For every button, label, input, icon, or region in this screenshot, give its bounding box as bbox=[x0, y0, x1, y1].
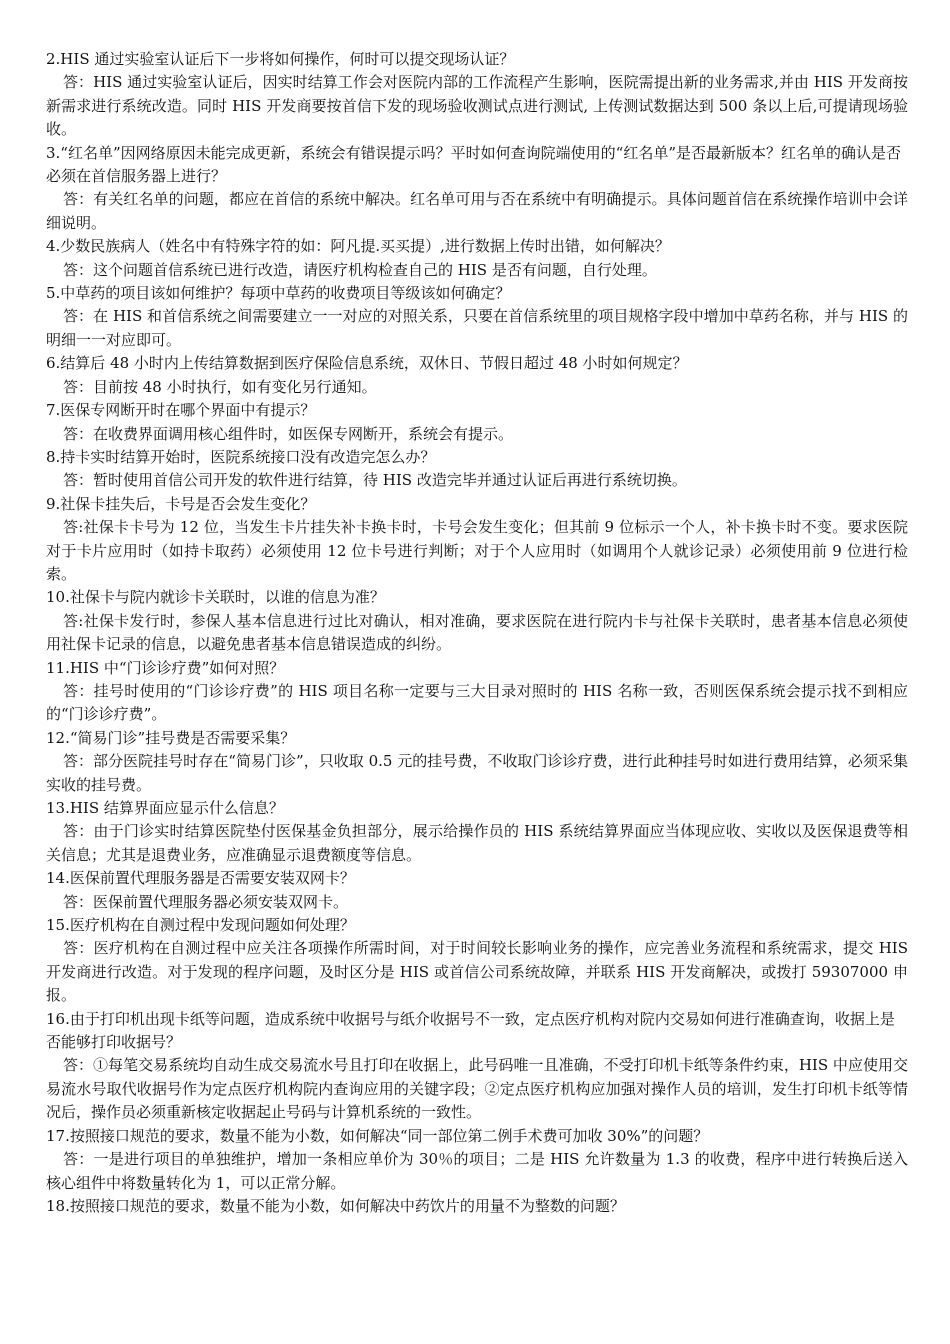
answer-text: 答：医疗机构在自测过程中应关注各项操作所需时间，对于时间较长影响业务的操作，应完善业务流程和系统需求，提交 HIS 开发商进行改造。对于发现的程序问题，及时区分是 HIS 或首信公司系统故障，并联系 HIS 开发商解决，或拨打 59307000 申报。 bbox=[46, 939, 908, 1005]
answer-text: 答：在 HIS 和首信系统之间需要建立一一对应的对照关系，只要在首信系统里的项目规格字段中增加中草药名称，并与 HIS 的明细一一对应即可。 bbox=[46, 307, 908, 349]
qa-item bbox=[46, 1125, 908, 1195]
question-text: 4.少数民族病人（姓名中有特殊字符的如：阿凡提.买买提）,进行数据上传时出错，如何解决？ bbox=[46, 237, 670, 256]
qa-item bbox=[46, 493, 908, 587]
answer-text: 答:社保卡发行时，参保人基本信息进行过比对确认，相对准确，要求医院在进行院内卡与社保卡关联时，患者基本信息必须使用社保卡记录的信息，以避免患者基本信息错误造成的纠纷。 bbox=[46, 611, 908, 654]
answer-text: 答：医保前置代理服务器必须安装双网卡。 bbox=[63, 892, 349, 911]
qa-item bbox=[46, 48, 908, 142]
question-text: 13.HIS 结算界面应显示什么信息？ bbox=[46, 799, 284, 817]
question-text: 8.持卡实时结算开始时，医院系统接口没有改造完怎么办？ bbox=[46, 447, 436, 466]
qa-item bbox=[46, 235, 908, 282]
answer-text: 答：一是进行项目的单独维护，增加一条相应单价为 30％的项目；二是 HIS 允许数量为 1.3 的收费，程序中进行转换后送入核心组件中将数量转化为 1，可以正常分解。 bbox=[46, 1150, 908, 1192]
question-text: 16.由于打印机出现卡纸等问题，造成系统中收据号与纸介收据号不一致，定点医疗机构对院内交易如何进行准确查询，收据上是否能够打印收据号？ bbox=[46, 1009, 895, 1052]
answer-text: 答：目前按 48 小时执行，如有变化另行通知。 bbox=[63, 377, 377, 396]
qa-item bbox=[46, 142, 908, 236]
question-text: 2.HIS 通过实验室认证后下一步将如何操作，何时可以提交现场认证？ bbox=[46, 50, 515, 68]
question-text: 11.HIS 中“门诊诊疗费”如何对照？ bbox=[46, 658, 285, 677]
qa-item bbox=[46, 727, 908, 797]
qa-item bbox=[46, 399, 908, 446]
question-text: 17.按照接口规范的要求，数量不能为小数，如何解决“同一部位第二例手术费可加收 30%”的问题？ bbox=[46, 1126, 709, 1145]
qa-item bbox=[46, 282, 908, 352]
question-text: 7.医保专网断开时在哪个界面中有提示？ bbox=[46, 401, 316, 420]
question-text: 15.医疗机构在自测过程中发现问题如何处理？ bbox=[46, 916, 355, 935]
answer-text: 答：①每笔交易系统均自动生成交易流水号且打印在收据上，此号码唯一且准确，不受打印机卡纸等条件约束，HIS 中应使用交易流水号取代收据号作为定点医疗机构院内查询应用的关键字段；②定点医疗机构应加强对操作人员的培训，发生打印机卡纸等情况后，操作员必须重新核定收据起止号码与计算机系统的一致性。 bbox=[46, 1056, 908, 1122]
answer-text: 答：挂号时使用的“门诊诊疗费”的 HIS 项目名称一定要与三大目录对照时的 HIS 名称一致，否则医保系统会提示找不到相应的“门诊诊疗费”。 bbox=[46, 681, 908, 724]
answer-text: 答：在收费界面调用核心组件时，如医保专网断开，系统会有提示。 bbox=[63, 424, 514, 443]
answer-text: 答：有关红名单的问题，都应在首信的系统中解决。红名单可用与否在系统中有明确提示。具体问题首信在系统操作培训中会详细说明。 bbox=[46, 190, 908, 232]
qa-item bbox=[46, 797, 908, 867]
question-text: 12.“简易门诊”挂号费是否需要采集？ bbox=[46, 728, 296, 747]
question-text: 10.社保卡与院内就诊卡关联时，以谁的信息为准？ bbox=[46, 588, 385, 607]
question-text: 18.按照接口规范的要求，数量不能为小数，如何解决中药饮片的用量不为整数的问题？ bbox=[46, 1196, 625, 1215]
qa-item bbox=[46, 1195, 908, 1218]
qa-item bbox=[46, 657, 908, 727]
question-text: 6.结算后 48 小时内上传结算数据到医疗保险信息系统，双休日、节假日超过 48 小时如何规定？ bbox=[46, 354, 688, 373]
qa-item bbox=[46, 446, 908, 493]
question-text: 9.社保卡挂失后，卡号是否会发生变化？ bbox=[46, 494, 316, 513]
answer-text: 答：暂时使用首信公司开发的软件进行结算，待 HIS 改造完毕并通过认证后再进行系统切换。 bbox=[63, 471, 687, 490]
question-text: 14.医保前置代理服务器是否需要安装双网卡？ bbox=[46, 869, 355, 888]
qa-item bbox=[46, 914, 908, 1008]
answer-text: 答:社保卡卡号为 12 位，当发生卡片挂失补卡换卡时，卡号会发生变化；但其前 9 位标示一个人，补卡换卡时不变。要求医院对于卡片应用时（如持卡取药）必须使用 12 位卡号进行判断；对于个人应用时（如调用个人就诊记录）必须使用前 9 位进行检索。 bbox=[46, 518, 908, 583]
qa-item bbox=[46, 586, 908, 656]
qa-item bbox=[46, 867, 908, 914]
qa-item bbox=[46, 352, 908, 399]
answer-text: 答：由于门诊实时结算医院垫付医保基金负担部分，展示给操作员的 HIS 系统结算界面应当体现应收、实收以及医保退费等相关信息；尤其是退费业务，应准确显示退费额度等信息。 bbox=[46, 822, 908, 864]
question-text: 5.中草药的项目该如何维护？每项中草药的收费项目等级该如何确定？ bbox=[46, 284, 511, 303]
qa-item bbox=[46, 1008, 908, 1125]
question-text: 3.“红名单”因网络原因未能完成更新，系统会有错误提示吗？平时如何查询院端使用的“红名单”是否最新版本？红名单的确认是否必须在首信服务器上进行？ bbox=[46, 143, 901, 186]
answer-text: 答：部分医院挂号时存在“简易门诊”，只收取 0.5 元的挂号费，不收取门诊诊疗费，进行此种挂号时如进行费用结算，必须采集实收的挂号费。 bbox=[46, 752, 908, 794]
qa-list bbox=[46, 48, 908, 1218]
answer-text: 答：HIS 通过实验室认证后，因实时结算工作会对医院内部的工作流程产生影响，医院需提出新的业务需求,并由 HIS 开发商按新需求进行系统改造。同时 HIS 开发商要按首信下发的现场验收测试点进行测试, 上传测试数据达到 500 条以上后,可提请现场验收。 bbox=[46, 73, 908, 139]
answer-text: 答：这个问题首信系统已进行改造，请医疗机构检查自己的 HIS 是否有问题，自行处理。 bbox=[63, 260, 657, 279]
